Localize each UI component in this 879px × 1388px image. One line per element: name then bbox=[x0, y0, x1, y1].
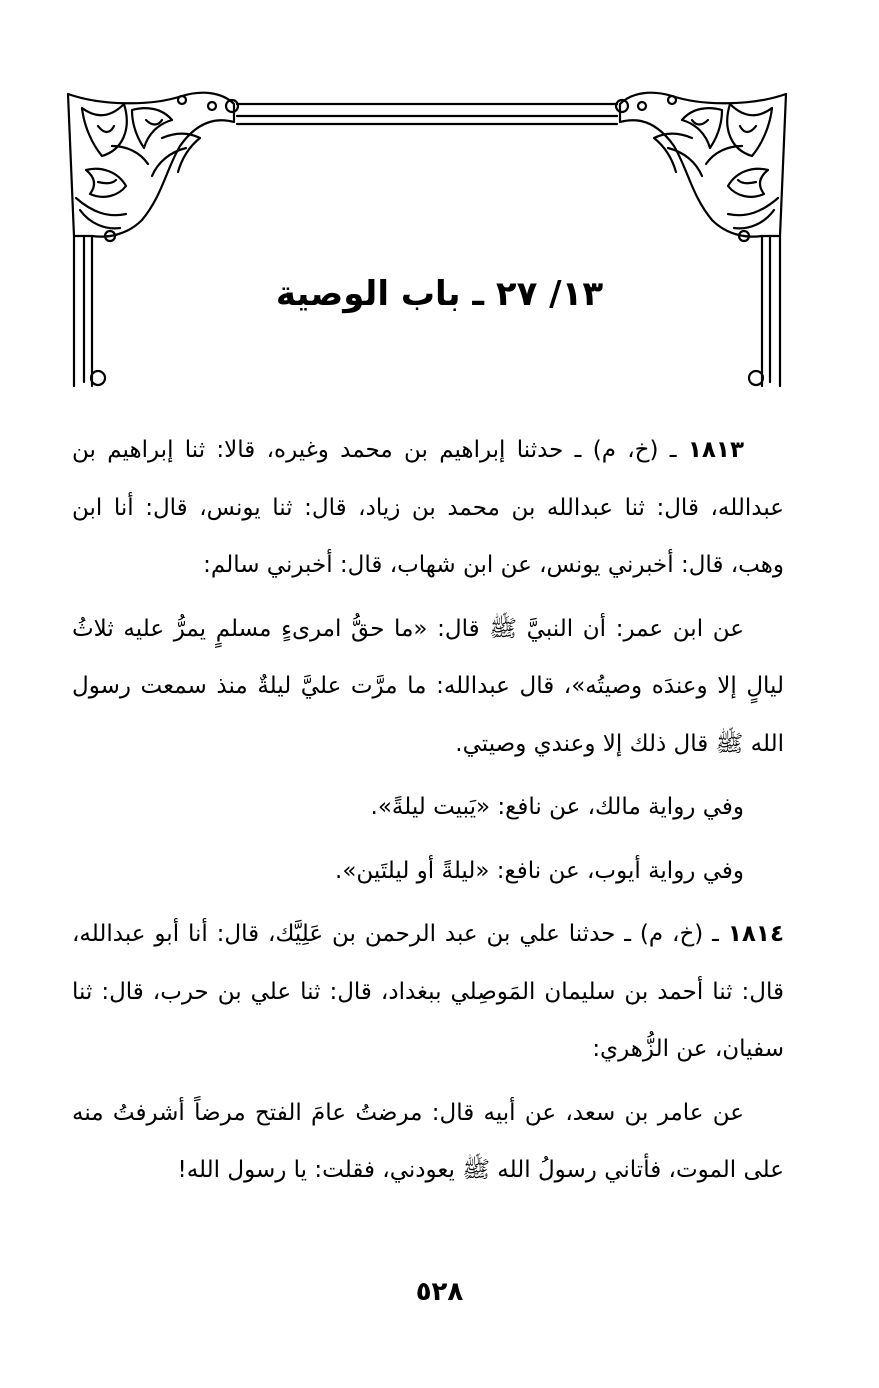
hadith-paragraph bbox=[72, 906, 784, 1079]
paragraph-text: عن عامر بن سعد، عن أبيه قال: مرضتُ عامَ الفتح مرضاً أشرفتُ منه على الموت، فأتاني رسولُ الله ﷺ يعودني، فقلت: يا رسول الله! bbox=[72, 1099, 784, 1183]
page-number: ٥٢٨ bbox=[415, 1277, 464, 1307]
paragraph-text: ـ (خ، م) ـ حدثنا علي بن عبد الرحمن بن عَلِيَّك، قال: أنا أبو عبدالله، قال: ثنا أحمد بن سليمان المَوصِلي ببغداد، قال: ثنا علي بن حرب، قال: ثنا سفيان، عن الزُّهري: bbox=[72, 921, 784, 1062]
paragraph-text: وفي رواية مالك، عن نافع: «يَبيت ليلةً». bbox=[370, 794, 744, 820]
paragraph-text: عن ابن عمر: أن النبيَّ ﷺ قال: «ما حقُّ امرىءٍ مسلمٍ يمرُّ عليه ثلاثُ ليالٍ إلا وعندَه وصيتُه»، قال عبدالله: ما مرَّت عليَّ ليلةٌ منذ سمعت رسول الله ﷺ قال ذلك إلا وعندي وصيتي. bbox=[72, 615, 784, 757]
main-text bbox=[72, 422, 784, 1206]
hadith-number: ١٨١٣ bbox=[687, 437, 744, 463]
ornamental-frame bbox=[62, 86, 792, 396]
hadith-number: ١٨١٤ bbox=[727, 921, 784, 947]
paragraph-text: وفي رواية أيوب، عن نافع: «ليلةً أو ليلتَين». bbox=[335, 857, 744, 884]
hadith-paragraph bbox=[72, 843, 784, 901]
paragraph-text: ـ (خ، م) ـ حدثنا إبراهيم بن محمد وغيره، قالا: ثنا إبراهيم بن عبدالله، قال: ثنا عبدالله بن محمد بن زياد، قال: ثنا يونس، قال: أنا ابن وهب، قال: أخبرني يونس، عن ابن شهاب، قال: أخبرني سالم: bbox=[72, 437, 784, 578]
hadith-paragraph bbox=[72, 1085, 784, 1200]
hadith-paragraph bbox=[72, 601, 784, 774]
hadith-paragraph bbox=[72, 779, 784, 837]
hadith-paragraph bbox=[72, 422, 784, 595]
chapter-title: ١٣/ ٢٧ ـ باب الوصية bbox=[275, 274, 604, 314]
